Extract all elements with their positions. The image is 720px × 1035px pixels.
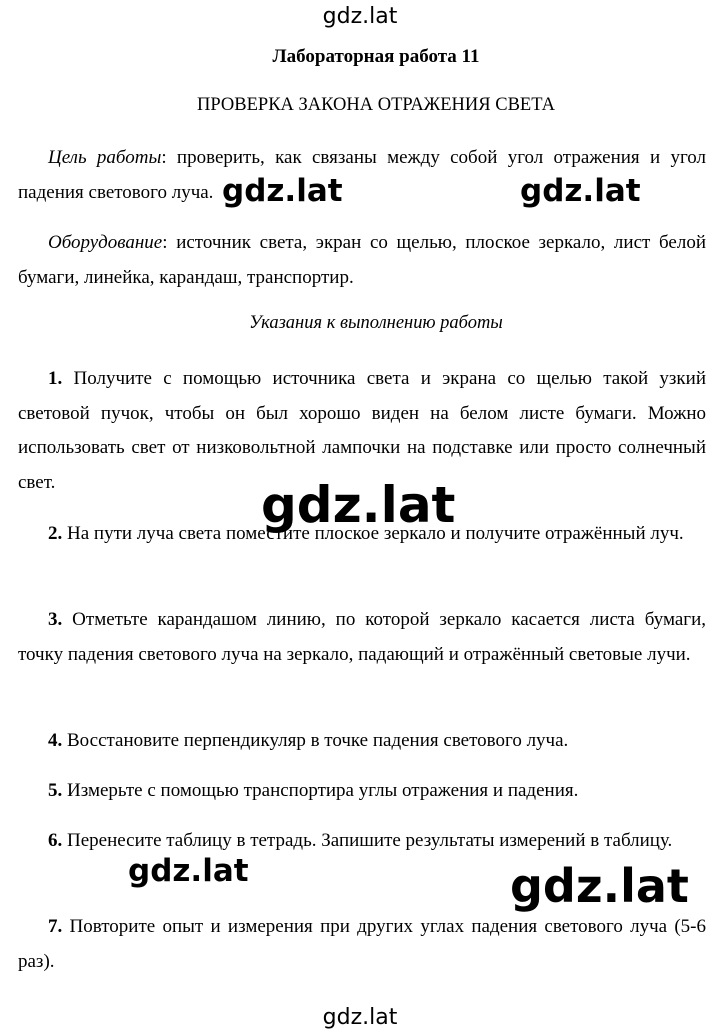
watermark-overlay-large: gdz.lat <box>510 859 689 913</box>
equipment-paragraph <box>18 226 706 295</box>
watermark-overlay: gdz.lat <box>520 173 641 209</box>
page-title: Лабораторная работа 11 <box>272 46 480 67</box>
step-6 <box>18 824 706 859</box>
watermark-overlay-large: gdz.lat <box>261 476 456 534</box>
step-number: 4. <box>48 730 63 751</box>
step-number: 2. <box>48 523 63 544</box>
step-text: Повторите опыт и измерения при других углах падения светового луча (5-6 раз). <box>18 916 706 972</box>
watermark-overlay: gdz.lat <box>128 853 249 889</box>
step-text: Перенесите таблицу в тетрадь. Запишите результаты измерений в таблицу. <box>62 830 673 851</box>
equipment-text: : источник света, экран со щелью, плоское зеркало, лист белой бумаги, линейка, карандаш, транспортир. <box>18 232 706 288</box>
step-5 <box>18 774 706 809</box>
step-7 <box>18 910 706 979</box>
step-text: Получите с помощью источника света и экрана со щелью такой узкий световой пучок, чтобы он был хорошо виден на белом листе бумаги. Можно использовать свет от низковольтной лампочки на подставке или просто солнечный свет. <box>18 368 706 493</box>
watermark-bottom: gdz.lat <box>322 1005 398 1030</box>
goal-text: : проверить, как связаны между собой угол отражения и угол падения светового луча. <box>18 147 707 203</box>
watermark-overlay: gdz.lat <box>222 173 343 209</box>
step-4 <box>18 724 706 759</box>
step-text: Измерьте с помощью транспортира углы отражения и падения. <box>62 780 579 801</box>
equipment-label: Оборудование <box>48 232 163 253</box>
step-text: Восстановите перпендикуляр в точке падения светового луча. <box>62 730 569 751</box>
step-number: 7. <box>48 916 63 937</box>
page-subtitle: ПРОВЕРКА ЗАКОНА ОТРАЖЕНИЯ СВЕТА <box>197 95 555 115</box>
step-number: 3. <box>48 609 63 630</box>
goal-label: Цель работы <box>48 147 162 168</box>
step-number: 5. <box>48 780 63 801</box>
step-number: 6. <box>48 830 63 851</box>
step-3 <box>18 603 706 672</box>
watermark-top: gdz.lat <box>322 4 398 29</box>
step-number: 1. <box>48 368 63 389</box>
section-title: Указания к выполнению работы <box>249 313 503 333</box>
step-text: На пути луча света поместите плоское зеркало и получите отражённый луч. <box>62 523 684 544</box>
step-text: Отметьте карандашом линию, по которой зеркало касается листа бумаги, точку падения светового луча на зеркало, падающий и отражённый световые лучи. <box>18 609 706 665</box>
